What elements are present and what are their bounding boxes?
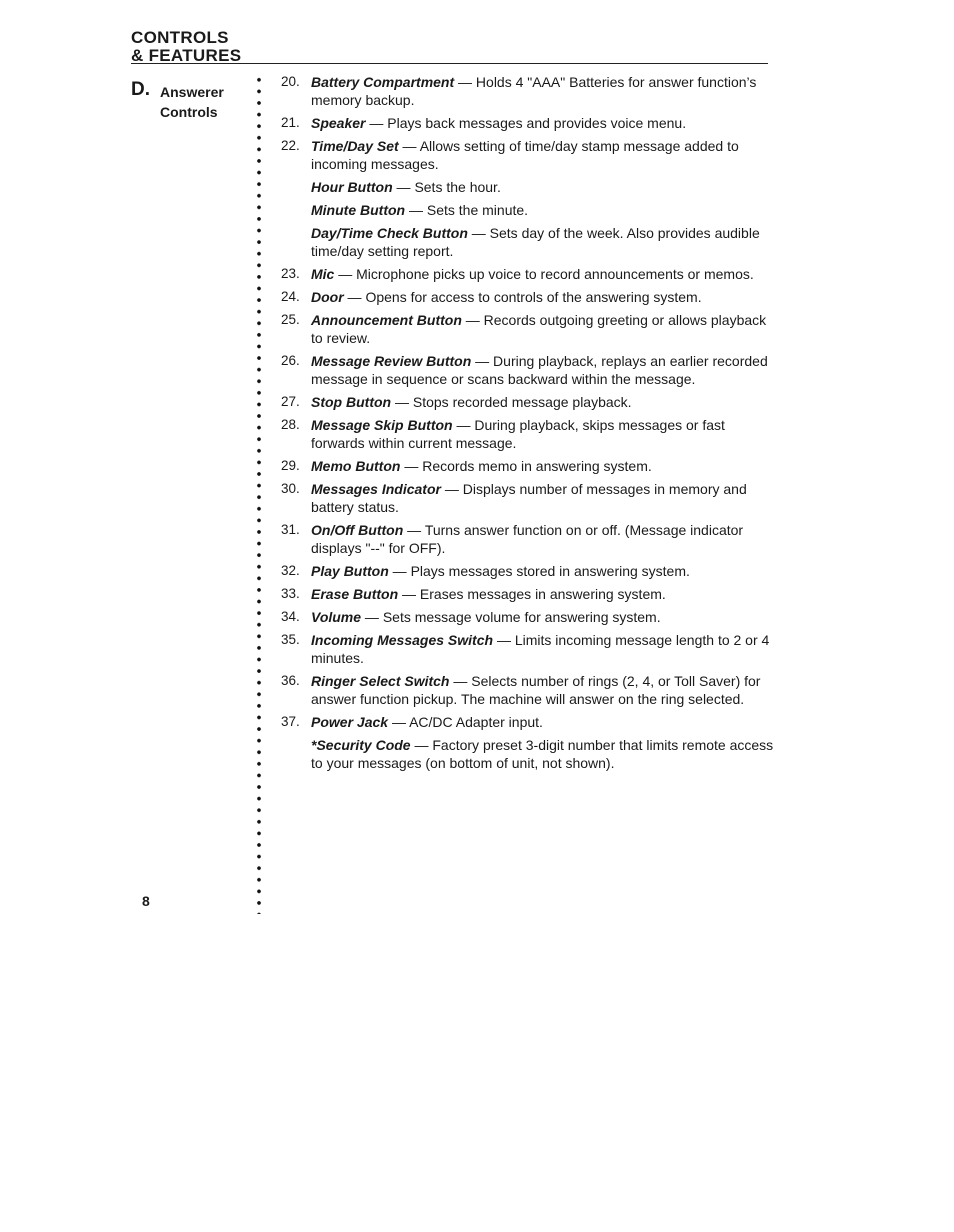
item-description: Sets the minute.	[426, 202, 529, 218]
list-item	[281, 265, 781, 283]
item-description: Plays messages stored in answering system.	[410, 563, 690, 579]
item-separator: —	[398, 138, 420, 154]
item-number: 36.	[281, 673, 300, 688]
item-separator: —	[365, 115, 388, 131]
item-description: Erases messages in answering system.	[419, 586, 666, 602]
item-term: Speaker	[311, 115, 366, 131]
list-item	[281, 288, 781, 306]
list-item	[281, 672, 781, 708]
item-separator: —	[391, 394, 413, 410]
list-item	[281, 521, 781, 557]
item-description: Plays back messages and provides voice menu.	[387, 115, 687, 131]
item-term: On/Off Button	[311, 522, 404, 538]
item-separator: —	[388, 714, 410, 730]
item-term: Minute Button	[311, 202, 406, 218]
item-term: Memo Button	[311, 458, 401, 474]
item-term: Door	[311, 289, 344, 305]
item-term: Erase Button	[311, 586, 399, 602]
list-item	[281, 480, 781, 516]
item-separator: —	[471, 353, 494, 369]
item-separator: —	[449, 673, 472, 689]
section-title-line-2: Controls	[160, 104, 218, 120]
item-description: During playback, skips messages or fast forwards within current message.	[311, 417, 725, 451]
list-item	[281, 416, 781, 452]
list-item	[281, 585, 781, 603]
item-number: 29.	[281, 458, 300, 473]
item-number: 32.	[281, 563, 300, 578]
item-separator: —	[461, 312, 484, 328]
item-description: Allows setting of time/day stamp message added to incoming messages.	[311, 138, 739, 172]
item-number: 27.	[281, 394, 300, 409]
item-description: Turns answer function on or off. (Message indicator displays "--" for OFF).	[311, 522, 744, 556]
item-description: Displays number of messages in memory and battery status.	[311, 481, 747, 515]
list-subitem	[281, 201, 781, 219]
item-number: 35.	[281, 632, 300, 647]
item-separator: —	[467, 225, 490, 241]
item-term: Mic	[311, 266, 335, 282]
page-number: 8	[142, 893, 150, 909]
item-term: Incoming Messages Switch	[311, 632, 494, 648]
list-item	[281, 457, 781, 475]
item-term: Day/Time Check Button	[311, 225, 468, 241]
item-number: 21.	[281, 115, 300, 130]
list-item	[281, 393, 781, 411]
item-number: 37.	[281, 714, 300, 729]
item-term: Battery Compartment	[311, 74, 455, 90]
item-separator: —	[398, 586, 420, 602]
list-item	[281, 713, 781, 731]
section-letter: D.	[131, 79, 150, 100]
item-separator: —	[493, 632, 515, 648]
item-separator: —	[388, 563, 411, 579]
header-line-1: CONTROLS	[131, 28, 229, 47]
item-separator: —	[334, 266, 357, 282]
item-term: Time/Day Set	[311, 138, 399, 154]
header-rule	[131, 63, 768, 64]
dotted-divider	[255, 74, 263, 914]
item-separator: —	[343, 289, 366, 305]
item-number: 30.	[281, 481, 300, 496]
list-item	[281, 114, 781, 132]
item-description: Records outgoing greeting or allows playback to review.	[311, 312, 767, 346]
item-description: Microphone picks up voice to record announcements or memos.	[356, 266, 754, 282]
item-description: AC/DC Adapter input.	[409, 714, 543, 730]
item-separator: —	[410, 737, 433, 753]
item-separator: —	[454, 74, 476, 90]
item-description: Records memo in answering system.	[422, 458, 652, 474]
item-number: 34.	[281, 609, 300, 624]
item-description: Selects number of rings (2, 4, or Toll Saver) for answer function pickup. The machine will answer on the ring selected.	[311, 673, 761, 707]
item-description: Limits incoming message length to 2 or 4 minutes.	[311, 632, 770, 666]
item-separator: —	[392, 179, 415, 195]
item-description: Sets day of the week. Also provides audible time/day setting report.	[311, 225, 760, 259]
item-term: Messages Indicator	[311, 481, 441, 497]
item-number: 31.	[281, 522, 300, 537]
item-number: 22.	[281, 138, 300, 153]
item-separator: —	[403, 522, 425, 538]
item-term: Volume	[311, 609, 362, 625]
item-description: Opens for access to controls of the answering system.	[365, 289, 702, 305]
list-subitem	[281, 736, 781, 772]
list-item	[281, 137, 781, 173]
item-number: 23.	[281, 266, 300, 281]
item-description: Stops recorded message playback.	[412, 394, 632, 410]
list-subitem	[281, 178, 781, 196]
item-number: 25.	[281, 312, 300, 327]
section-title	[160, 82, 224, 122]
item-separator: —	[361, 609, 383, 625]
item-number: 24.	[281, 289, 300, 304]
item-term: Announcement Button	[311, 312, 462, 328]
item-term: Power Jack	[311, 714, 389, 730]
item-separator: —	[452, 417, 475, 433]
item-description: During playback, replays an earlier recorded message in sequence or scans backward within the message.	[311, 353, 768, 387]
controls-list	[281, 73, 781, 777]
item-number: 26.	[281, 353, 300, 368]
item-separator: —	[400, 458, 423, 474]
list-item	[281, 562, 781, 580]
item-term: Play Button	[311, 563, 389, 579]
item-separator: —	[405, 202, 427, 218]
item-description: Sets the hour.	[414, 179, 501, 195]
list-item	[281, 73, 781, 109]
list-item	[281, 352, 781, 388]
item-description: Holds 4 "AAA" Batteries for answer function’s memory backup.	[311, 74, 757, 108]
list-item	[281, 311, 781, 347]
section-title-line-1: Answerer	[160, 84, 224, 100]
item-term: Stop Button	[311, 394, 392, 410]
list-item	[281, 608, 781, 626]
item-number: 33.	[281, 586, 300, 601]
item-number: 28.	[281, 417, 300, 432]
item-description: Sets message volume for answering system.	[382, 609, 661, 625]
item-term: Hour Button	[311, 179, 393, 195]
item-term: *Security Code	[311, 737, 411, 753]
page-header	[131, 29, 241, 65]
item-term: Message Review Button	[311, 353, 472, 369]
list-item	[281, 631, 781, 667]
item-number: 20.	[281, 74, 300, 89]
header-line-2: & FEATURES	[131, 46, 242, 65]
list-subitem	[281, 224, 781, 260]
item-term: Message Skip Button	[311, 417, 453, 433]
item-term: Ringer Select Switch	[311, 673, 450, 689]
item-description: Factory preset 3-digit number that limits remote access to your messages (on bottom of unit, not shown).	[311, 737, 774, 771]
item-separator: —	[440, 481, 463, 497]
